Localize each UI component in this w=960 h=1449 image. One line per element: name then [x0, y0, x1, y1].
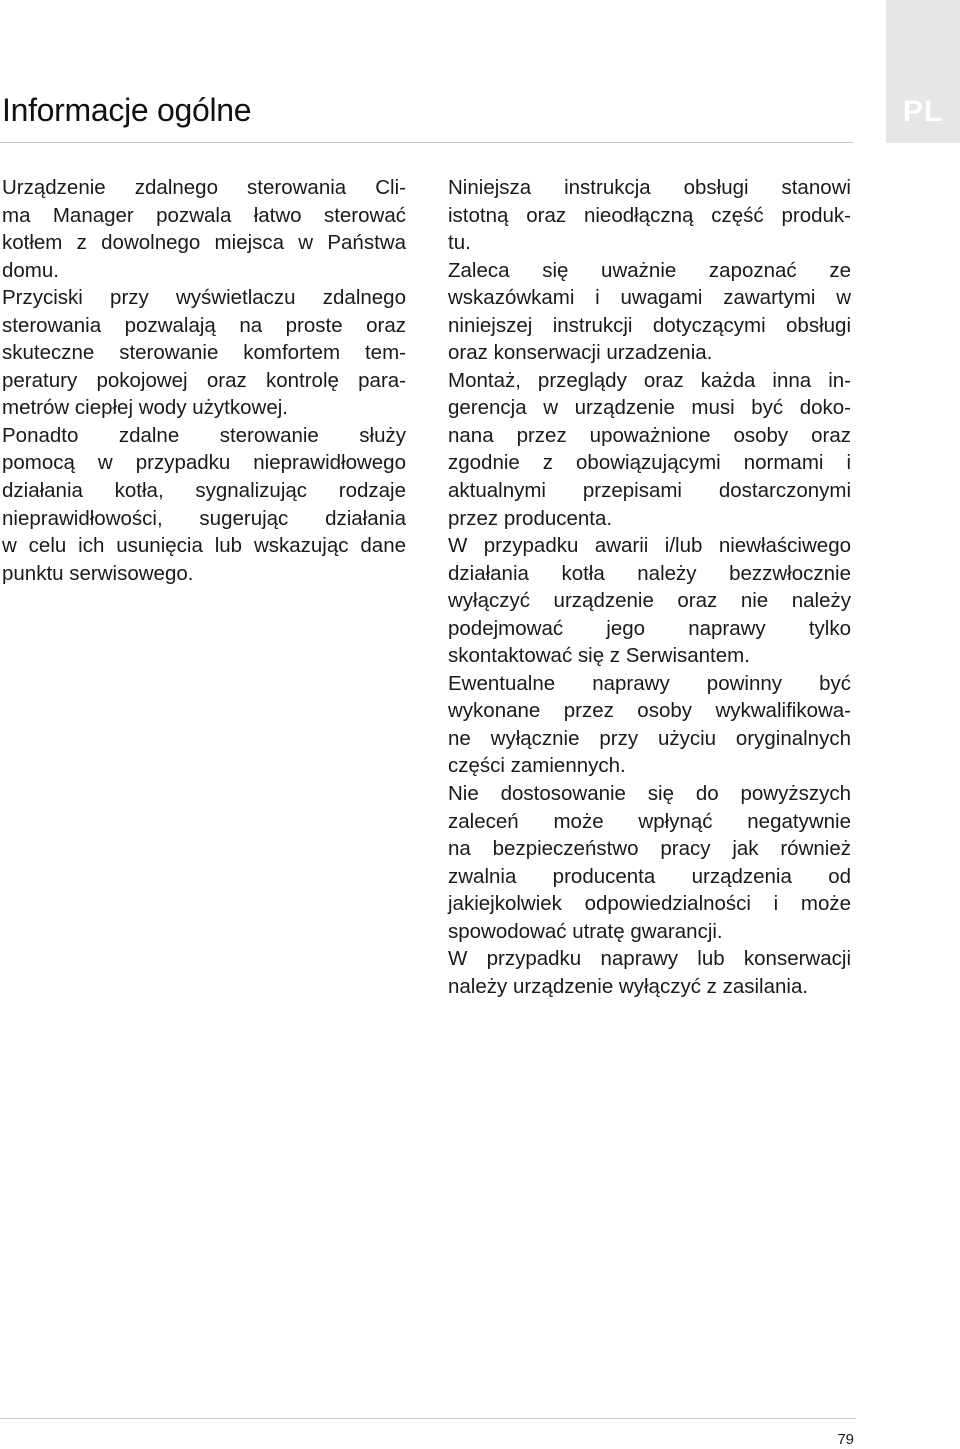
text-line: istotną oraz nieodłączną część produk- — [448, 203, 851, 227]
text-line: domu. — [2, 258, 59, 282]
text-line: W przypadku awarii i/lub niewłaściwego — [448, 534, 851, 558]
text-line: działania kotła, sygnalizując rodzaje — [2, 479, 406, 503]
text-line: podejmować jego naprawy tylko — [448, 616, 851, 640]
text-line: tu. — [448, 231, 471, 255]
text-line: zgodnie z obowiązującymi normami i — [448, 451, 851, 475]
text-line: działania kotła należy bezzwłocznie — [448, 561, 851, 585]
text-line: skuteczne sterowanie komfortem tem- — [2, 341, 406, 365]
text-line: niniejszej instrukcji dotyczącymi obsługi — [448, 313, 851, 337]
text-line: punktu serwisowego. — [2, 561, 194, 585]
text-line: kotłem z dowolnego miejsca w Państwa — [2, 231, 406, 255]
text-line: pomocą w przypadku nieprawidłowego — [2, 451, 406, 475]
text-line: ne wyłącznie przy użyciu oryginalnych — [448, 726, 851, 750]
page-title: Informacje ogólne — [2, 92, 252, 128]
text-line: gerencja w urządzenie musi być doko- — [448, 396, 851, 420]
language-tab — [886, 0, 960, 143]
text-line: wskazówkami i uwagami zawartymi w — [448, 286, 851, 310]
text-line: przez producenta. — [448, 506, 613, 530]
right-text-column — [448, 174, 851, 1000]
text-line: peratury pokojowej oraz kontrolę para- — [2, 368, 406, 392]
title-divider — [0, 142, 853, 143]
text-line: metrów ciepłej wody użytkowej. — [2, 396, 288, 420]
text-line: Urządzenie zdalnego sterowania Cli- — [2, 176, 406, 199]
text-line: sterowania pozwalają na proste oraz — [2, 313, 406, 337]
text-line: Zaleca się uważnie zapoznać ze — [448, 258, 851, 282]
text-line: wykonane przez osoby wykwalifikowa- — [448, 699, 851, 723]
text-line: Ponadto zdalne sterowanie służy — [2, 423, 406, 447]
text-line: skontaktować się z Serwisantem. — [448, 644, 750, 668]
text-line: oraz konserwacji urzadzenia. — [448, 341, 713, 365]
text-line: należy urządzenie wyłączyć z zasilania. — [448, 974, 809, 998]
text-line: Przyciski przy wyświetlaczu zdalnego — [2, 286, 406, 310]
text-line: Ewentualne naprawy powinny być — [448, 671, 851, 695]
text-line: części zamiennych. — [448, 754, 626, 778]
text-line: wyłączyć urządzenie oraz nie należy — [448, 589, 851, 613]
footer-divider — [0, 1418, 856, 1419]
text-line: zwalnia producenta urządzenia od — [448, 864, 851, 888]
text-line: jakiejkolwiek odpowiedzialności i może — [448, 892, 851, 916]
text-line: ma Manager pozwala łatwo sterować — [2, 203, 406, 227]
text-line: zaleceń może wpłynąć negatywnie — [448, 809, 851, 833]
text-line: w celu ich usunięcia lub wskazując dane — [2, 534, 406, 558]
language-code: PL — [902, 95, 944, 128]
text-line: W przypadku naprawy lub konserwacji — [448, 947, 851, 971]
text-line: Nie dostosowanie się do powyższych — [448, 782, 851, 806]
left-text-column — [2, 174, 406, 587]
text-line: Niniejsza instrukcja obsługi stanowi — [448, 176, 851, 199]
text-line: na bezpieczeństwo pracy jak również — [448, 837, 851, 861]
text-line: nana przez upoważnione osoby oraz — [448, 423, 851, 447]
page-number: 79 — [837, 1431, 854, 1448]
text-line: spowodować utratę gwarancji. — [448, 919, 723, 943]
text-line: Montaż, przeglądy oraz każda inna in- — [448, 368, 851, 392]
text-line: aktualnymi przepisami dostarczonymi — [448, 479, 851, 503]
text-line: nieprawidłowości, sugerując działania — [2, 506, 406, 530]
